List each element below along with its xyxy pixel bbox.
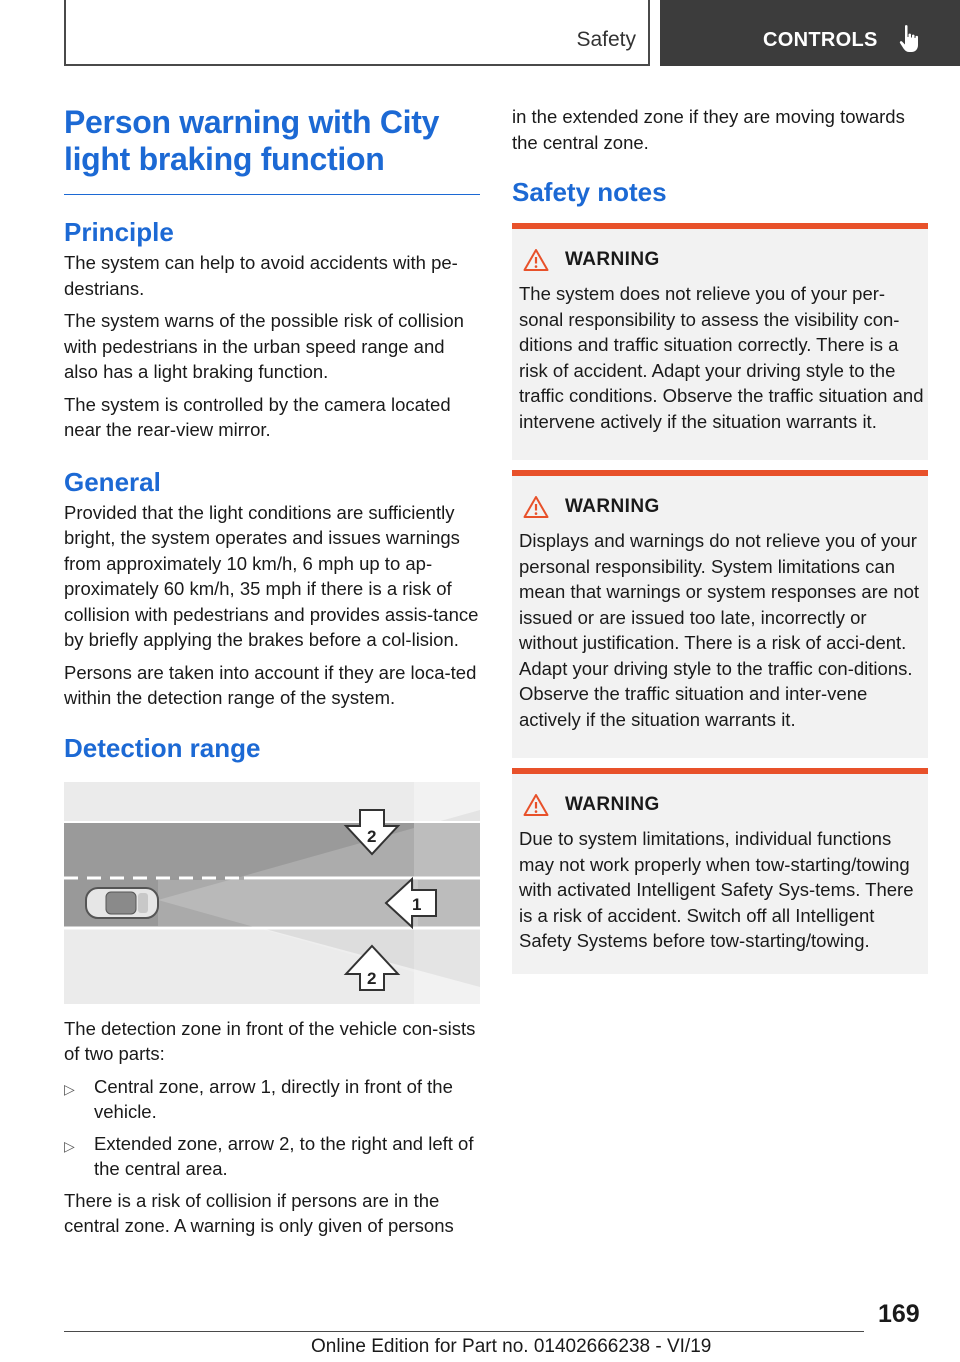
general-paragraph-1: Provided that the light conditions are sufficiently bright, the system operates and issues warnings from approximately 10 km/h, 6 mph up to ap‐proximately 60 km/h, 35 mph if there is a risk of collision with pedestrians and provides assis‐tance by briefly applying the brakes before a col‐lision.	[64, 501, 479, 650]
car-icon	[86, 888, 158, 918]
principle-paragraph-2: The system warns of the possible risk of collision with pedestrians in the urban speed range and also has a light braking function.	[64, 310, 464, 382]
continuation-paragraph: in the extended zone if they are moving towards the central zone.	[512, 106, 905, 153]
detection-range-diagram	[64, 782, 480, 1004]
warning-box-2	[512, 470, 928, 758]
right-column	[512, 104, 928, 974]
warning-text: Displays and warnings do not relieve you of your personal responsibility. System limitations can mean that warnings or system responses are not issued or are issued too late, incorrectly or without justification. There is a risk of acci‐dent. Adapt your driving style to the traffic con‐ditions. Observe the traffic situation and inter‐vene actively if the situation warrants it.	[519, 530, 919, 730]
heading-safety-notes: Safety notes	[512, 177, 667, 207]
detection-zone-list	[64, 1074, 480, 1182]
principle-paragraph-3: The system is controlled by the camera located near the rear-view mirror.	[64, 393, 451, 440]
detection-paragraph-2: There is a risk of collision if persons are in the central zone. A warning is only given of persons	[64, 1189, 454, 1236]
warning-label: WARNING	[565, 249, 660, 270]
warning-label: WARNING	[565, 794, 660, 815]
heading-principle: Principle	[64, 217, 174, 247]
warning-label: WARNING	[565, 496, 660, 517]
pointing-hand-icon	[898, 24, 922, 54]
warning-box-3	[512, 768, 928, 974]
heading-general: General	[64, 466, 161, 497]
heading-detection-range: Detection range	[64, 732, 261, 763]
warning-triangle-icon	[523, 248, 549, 272]
list-item: ▷ Extended zone, arrow 2, to the right and left of the central area.	[64, 1132, 474, 1179]
page-title: Person warning with City light braking function	[64, 104, 480, 195]
svg-text:2: 2	[367, 826, 377, 846]
warning-text: Due to system limitations, individual functions may not work properly when tow-starting/towing with activated Intelligent Safety Sys‐tems. There is a risk of accident. Switch off all Intelligent Safety Systems before tow-starting/towing.	[519, 828, 914, 951]
warning-triangle-icon	[523, 793, 549, 817]
list-item: ▷ Central zone, arrow 1, directly in front of the vehicle.	[64, 1075, 453, 1122]
bullet-triangle-icon: ▷	[64, 1080, 75, 1097]
header-chapter-label: CONTROLS	[763, 29, 878, 51]
warning-box-1	[512, 223, 928, 460]
header-section-box	[64, 0, 650, 66]
footer-divider	[64, 1331, 864, 1332]
warning-triangle-icon	[523, 495, 549, 519]
svg-text:1: 1	[412, 894, 422, 914]
detection-paragraph-1: The detection zone in front of the vehicle con‐sists of two parts:	[64, 1017, 476, 1064]
header-section-label: Safety	[576, 28, 636, 51]
svg-text:2: 2	[367, 968, 377, 988]
principle-paragraph-1: The system can help to avoid accidents with pe‐destrians.	[64, 252, 458, 299]
footer-edition: Online Edition for Part no. 01402666238 - VI/19	[311, 1336, 712, 1357]
left-column	[64, 104, 480, 1239]
bullet-triangle-icon: ▷	[64, 1137, 75, 1154]
header-chapter-box	[660, 0, 960, 66]
page-number: 169	[878, 1300, 920, 1328]
general-paragraph-2: Persons are taken into account if they are loca‐ted within the detection range of the system.	[64, 661, 477, 708]
warning-text: The system does not relieve you of your per‐sonal responsibility to assess the visibility con‐ditions and traffic situation correctly. There is a risk of accident. Adapt your driving style to the traffic conditions. Observe the traffic situation and intervene actively if the situation warrants it.	[519, 283, 924, 432]
